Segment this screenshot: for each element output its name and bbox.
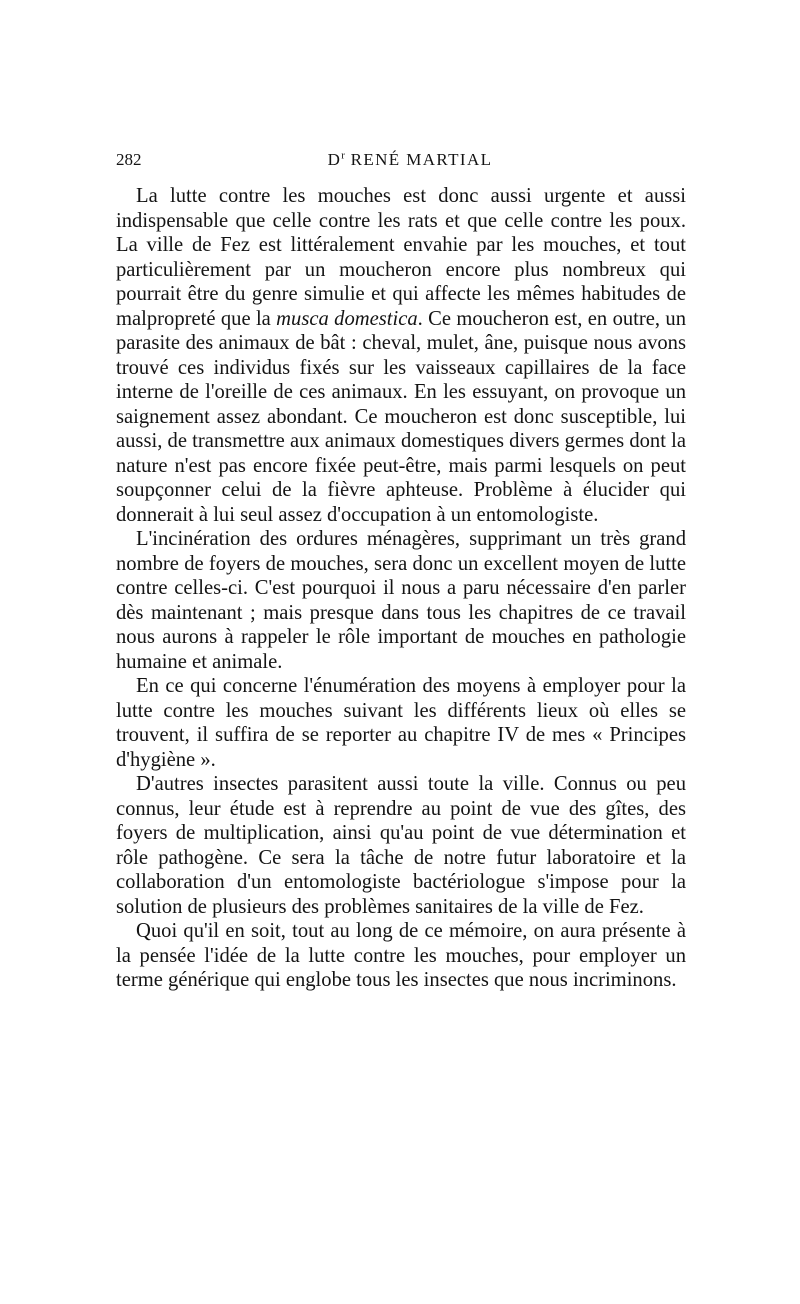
book-page <box>116 148 686 993</box>
author-name: RENÉ MARTIAL <box>350 150 493 169</box>
paragraph-flies-fez <box>116 184 686 527</box>
author-prefix-superscript: r <box>341 149 345 162</box>
paragraph-other-insects: D'autres insectes parasitent aussi toute la ville. Connus ou peu connus, leur étude est à reprendre au point de vue des gîtes, des foyers de multiplication, ainsi qu'au point de vue détermination et rôle pathogène. Ce sera la tâche de notre futur laboratoire et la collaboration d'un entomologiste bactériologue s'impose pour la solution de plusieurs des problèmes sanitaires de la ville de Fez. <box>116 773 686 918</box>
paragraph-conclusion: Quoi qu'il en soit, tout au long de ce mémoire, on aura présente à la pensée l'idée de la lutte contre les mouches, pour employer un terme générique qui englobe tous les insectes que nous incriminons. <box>116 920 686 991</box>
paragraph-incineration: L'incinération des ordures ménagères, supprimant un très grand nombre de foyers de mouches, sera donc un excellent moyen de lutte contre celles-ci. C'est pourquoi il nous a paru nécessaire d'en parler dès maintenant ; mais presque dans tous les chapitres de ce travail nous aurons à rappeler le rôle important de mouches en pathologie humaine et animale. <box>116 528 686 673</box>
body-text <box>116 184 686 993</box>
author-prefix: D <box>327 150 342 169</box>
running-header <box>116 148 686 172</box>
musca-domestica-italic: musca domestica <box>276 307 418 330</box>
paragraph-means-of-control: En ce qui concerne l'énumération des moyens à employer pour la lutte contre les mouches suivant les différents lieux où elles se trouvent, il suffira de se reporter au chapitre IV de mes « Principes d'hygiène ». <box>116 675 686 771</box>
paragraph-flies-fez-text-start: La lutte contre les mouches est donc aussi urgente et aussi indispensable que celle contre les rats et que celle contre les poux. La ville de Fez est littéralement envahie par les mouches, et tout particulièrement par un moucheron encore plus nombreux qui pourrait être du genre simulie et qui affecte les mêmes habitudes de malpropreté que la <box>116 185 686 330</box>
paragraph-flies-fez-text-end: . Ce moucheron est, en outre, un parasite des animaux de bât : cheval, mulet, âne, puisque nous avons trouvé ces individus fixés sur les vaisseaux capillaires de la face interne de l'oreille de ces animaux. En les essuyant, on provoque un saignement assez abondant. Ce moucheron est donc susceptible, lui aussi, de transmettre aux animaux domestiques divers germes dont la nature n'est pas encore fixée peut-être, mais parmi lesquels on peut soupçonner celui de la fièvre aphteuse. Problème à élucider qui donnerait à lui seul assez d'occupation à un entomologiste. <box>116 307 686 526</box>
running-title <box>116 148 686 172</box>
page-number: 282 <box>116 150 142 169</box>
